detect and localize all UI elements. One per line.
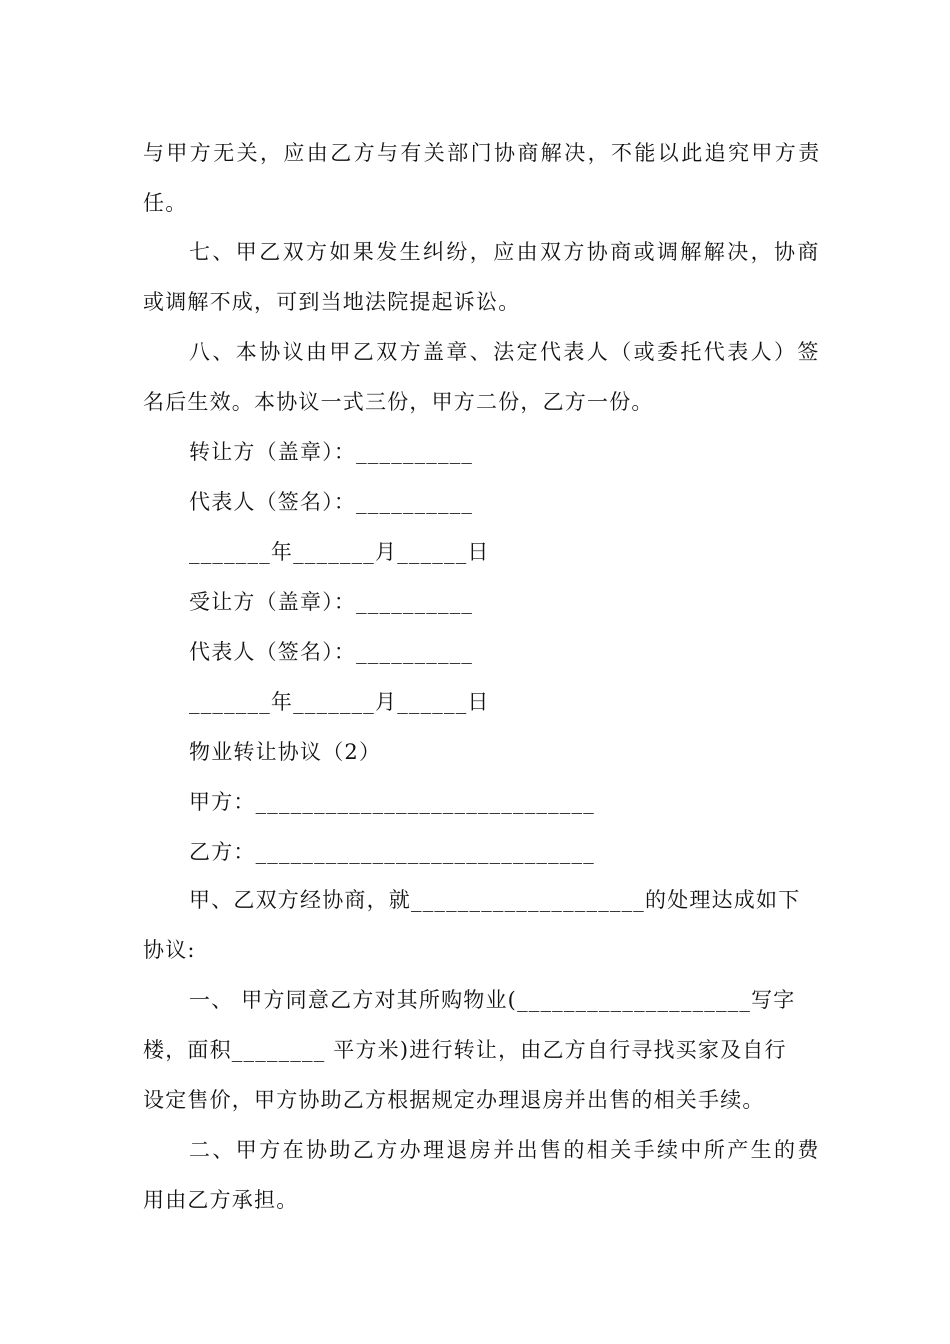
paragraph-line: 与甲方无关，应由乙方与有关部门协商解决，不能以此追究甲方责 — [143, 141, 822, 165]
clause-eight: 八、本协议由甲乙双方盖章、法定代表人（或委托代表人）签 — [189, 340, 821, 364]
transferee-date-field: _______年_______月______日 — [189, 690, 490, 714]
paragraph-line: 设定售价，甲方协助乙方根据规定办理退房并出售的相关手续。 — [143, 1088, 765, 1112]
transferor-signature-field: 代表人（签名）：__________ — [189, 490, 474, 514]
paragraph-line: 任。 — [143, 191, 188, 215]
transferor-date-field: _______年_______月______日 — [189, 540, 490, 564]
party-b-field: 乙方：_____________________________ — [189, 840, 595, 864]
clause-seven: 七、甲乙双方如果发生纠纷，应由双方协商或调解解决，协商 — [189, 240, 821, 264]
clause-two: 二、甲方在协助乙方办理退房并出售的相关手续中所产生的费 — [189, 1138, 821, 1162]
paragraph-line: 或调解不成，可到当地法院提起诉讼。 — [143, 290, 521, 314]
transferee-signature-field: 代表人（签名）：__________ — [189, 640, 474, 664]
paragraph-line: 名后生效。本协议一式三份，甲方二份，乙方一份。 — [143, 390, 654, 414]
clause-one: 一、 甲方同意乙方对其所购物业(____________________写字 — [189, 988, 796, 1012]
agreement-intro: 甲、乙双方经协商，就____________________的处理达成如下 — [189, 888, 801, 912]
paragraph-line: 楼，面积________ 平方米)进行转让，由乙方自行寻找买家及自行 — [143, 1038, 787, 1062]
paragraph-line: 协议: — [143, 938, 196, 962]
party-a-field: 甲方：_____________________________ — [189, 790, 595, 814]
paragraph-line: 用由乙方承担。 — [143, 1188, 299, 1212]
agreement-title: 物业转让协议（2） — [189, 740, 382, 764]
transferee-seal-field: 受让方（盖章）：__________ — [189, 590, 474, 614]
transferor-seal-field: 转让方（盖章）：__________ — [189, 440, 474, 464]
